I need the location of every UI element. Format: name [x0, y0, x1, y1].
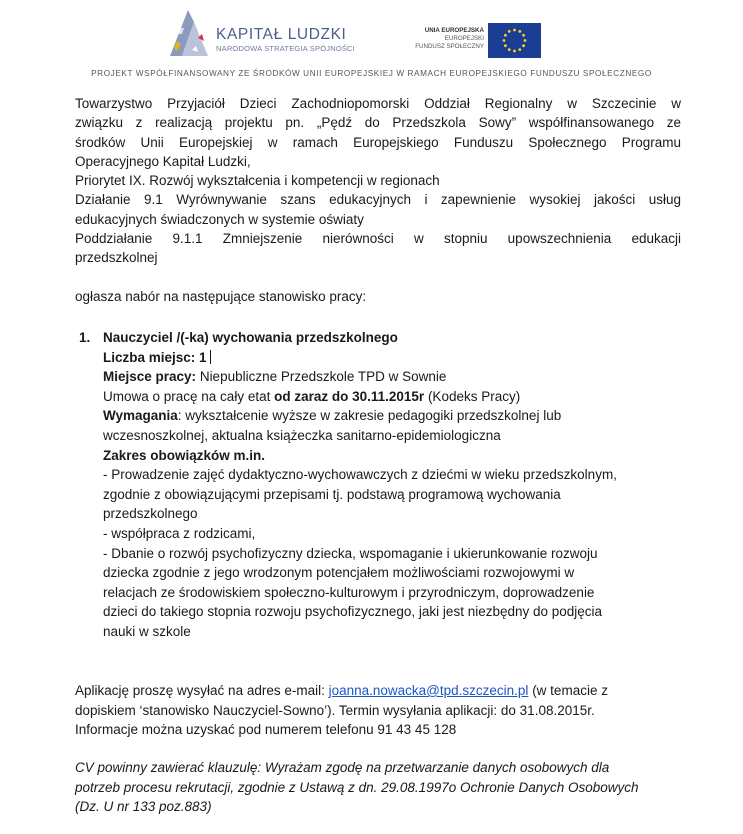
intro-paragraph: [75, 94, 681, 306]
requirements-line: wczesnoszkolnej, aktualna książeczka sanitarno-epidemiologiczna: [103, 427, 501, 443]
intro-line: Priorytet IX. Rozwój wykształcenia i kompetencji w regionach: [75, 173, 440, 189]
announcement-line: ogłasza nabór na następujące stanowisko pracy:: [75, 288, 367, 304]
intro-line: Operacyjnego Kapitał Ludzki,: [75, 153, 251, 169]
duty-line: relacjach ze środowiskiem społeczno-kulturowym i przyrodniczym, doprowadzenie: [103, 584, 595, 600]
eu-label-line3: FUNDUSZ SPOŁECZNY: [415, 43, 484, 50]
cv-clause-line: potrzeb procesu rekrutacji, zgodnie z Ustawą z dn. 29.08.1997o Ochronie Danych Osobowych: [75, 779, 639, 795]
application-line: [75, 681, 681, 701]
text-cursor: [210, 350, 212, 364]
intro-line: Działanie 9.1 Wyrównywanie szans edukacyjnych i zapewnienie wysokiej jakości usług: [75, 192, 681, 208]
cv-clause: [75, 758, 681, 817]
intro-line: Poddziałanie 9.1.1 Zmniejszenie nierówności w stopniu upowszechnienia edukacji: [75, 231, 681, 247]
workplace-label: Miejsce pracy:: [103, 369, 197, 385]
intro-line: edukacyjnych świadczonych w systemie oświaty: [75, 211, 364, 227]
project-cofinancing-line: PROJEKT WSPÓŁFINANSOWANY ZE ŚRODKÓW UNII EUROPEJSKIEJ W RAMACH EUROPEJSKIEGO FUNDUSZU SPOŁECZNEGO: [91, 69, 652, 78]
requirements-text: : wykształcenie wyższe w zakresie pedagogiki przedszkolnej lub: [177, 408, 562, 424]
intro-line: przedszkolnej: [75, 250, 158, 266]
contract-period: od zaraz do 30.11.2015r: [274, 388, 425, 404]
eu-label-line1: UNIA EUROPEJSKA: [424, 27, 484, 34]
list-number: 1.: [79, 330, 91, 345]
application-suffix: (w temacie z: [528, 683, 608, 698]
contract-suffix: (Kodeks Pracy): [424, 388, 521, 404]
intro-line: związku z realizacją projektu pn. „Pędź do Przedszkola Sowy” współfinansowanego ze: [75, 115, 681, 131]
application-prefix: Aplikację proszę wysyłać na adres e-mail:: [75, 683, 329, 698]
phone-line: Informacje można uzyskać pod numerem telefonu 91 43 45 128: [75, 722, 457, 738]
letterhead: [0, 0, 743, 84]
intro-line: Towarzystwo Przyjaciół Dzieci Zachodniopomorski Oddział Regionalny w Szczecinie w: [75, 96, 681, 111]
position-item: [103, 328, 681, 642]
contract-prefix: Umowa o pracę na cały etat: [103, 388, 275, 404]
duty-line: zgodnie z obowiązującymi przepisami tj. podstawą programową wychowania: [103, 486, 561, 502]
duty-line: - Prowadzenie zajęć dydaktyczno-wychowawczych z dziećmi w wieku przedszkolnym,: [103, 467, 617, 483]
duty-line: przedszkolnego: [103, 506, 198, 522]
duty-line: dziecka zgodnie z jego wrodzonym potencjałem możliwościami rozwojowymi w: [103, 565, 575, 581]
email-link[interactable]: joanna.nowacka@tpd.szczecin.pl: [328, 683, 529, 698]
eu-label-line2: EUROPEJSKI: [444, 35, 484, 42]
eu-label: [412, 27, 484, 51]
cv-clause-line: (Dz. U nr 133 poz.883): [75, 799, 212, 815]
duties-label: Zakres obowiązków m.in.: [103, 447, 266, 463]
workplace-line: [103, 367, 681, 387]
kapital-ludzki-subtitle: NARODOWA STRATEGIA SPÓJNOŚCI: [216, 44, 355, 53]
position-list: [75, 328, 681, 642]
application-line: dopiskiem ‘stanowisko Nauczyciel-Sowno’). Termin wysyłania aplikacji: do 31.08.2015r.: [75, 702, 595, 718]
contract-line: [103, 387, 681, 407]
cv-clause-line: CV powinny zawierać klauzulę: Wyrażam zgodę na przetwarzanie danych osobowych dla: [75, 760, 610, 775]
places-count: Liczba miejsc: 1: [103, 349, 207, 365]
duty-line: dzieci do takiego stopnia rozwoju psychofizycznego, jaki jest niezbędny do podjęcia: [103, 604, 603, 620]
duty-line: - Dbanie o rozwój psychofizyczny dziecka, wspomaganie i ukierunkowanie rozwoju: [103, 545, 598, 561]
requirements-line: [103, 406, 681, 426]
kapital-ludzki-logo-icon: [168, 8, 214, 58]
kapital-ludzki-title: KAPITAŁ LUDZKI: [216, 26, 347, 43]
requirements-label: Wymagania: [103, 408, 178, 424]
duty-line: nauki w szkole: [103, 623, 191, 639]
intro-line: środków Unii Europejskiej w ramach Europejskiego Funduszu Społecznego Programu: [75, 134, 681, 150]
eu-flag-icon: [488, 23, 541, 58]
position-title: Nauczyciel /(-ka) wychowania przedszkolnego: [103, 330, 398, 345]
workplace-value: Niepubliczne Przedszkole TPD w Sownie: [196, 369, 447, 385]
duty-line: - współpraca z rodzicami,: [103, 525, 256, 541]
application-info: [75, 681, 681, 740]
places-line: [103, 348, 681, 368]
